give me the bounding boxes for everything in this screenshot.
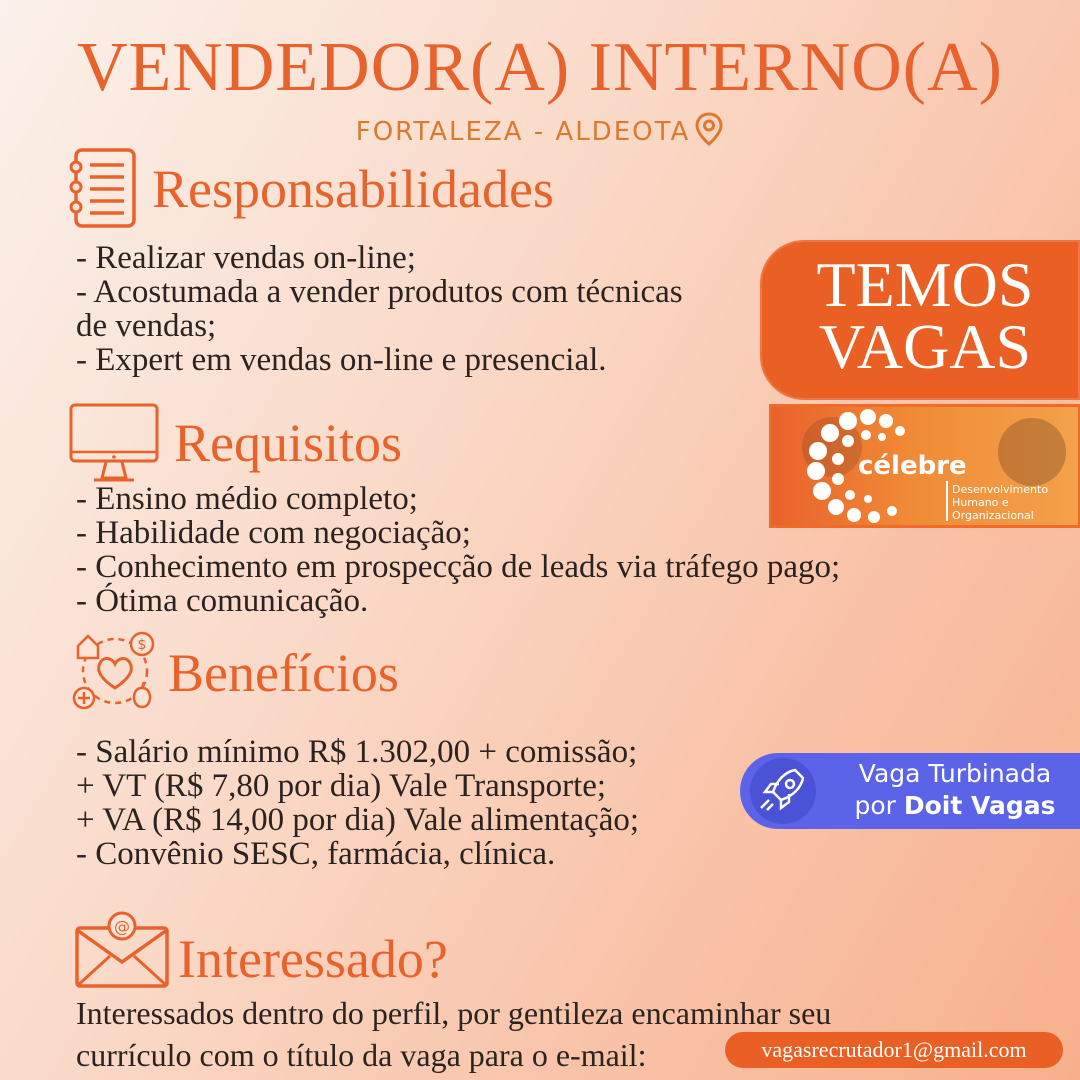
svg-text:@: @ bbox=[114, 917, 130, 936]
interessado-text bbox=[76, 992, 831, 1076]
email-envelope-icon bbox=[74, 910, 170, 990]
list-item: - Ensino médio completo; bbox=[76, 481, 418, 517]
turbo-line bbox=[832, 790, 1078, 822]
brand-tagline-line: Organizacional bbox=[952, 509, 1034, 522]
location-pin-icon bbox=[690, 117, 724, 147]
job-title: VENDEDOR(A) INTERNO(A) bbox=[77, 29, 1003, 106]
location-text: FORTALEZA - ALDEOTA bbox=[355, 117, 691, 147]
beneficios-heading: Benefícios bbox=[168, 643, 399, 703]
responsabilidades-heading: Responsabilidades bbox=[152, 159, 554, 219]
list-item: + VT (R$ 7,80 por dia) Vale Transporte; bbox=[76, 768, 607, 804]
doit-vagas-brand: Doit Vagas bbox=[903, 791, 1056, 820]
requisitos-heading: Requisitos bbox=[174, 413, 403, 473]
brand-tagline bbox=[952, 483, 1048, 522]
list-item: - Convênio SESC, farmácia, clínica. bbox=[76, 836, 556, 872]
list-item: - Conhecimento em prospecção de leads via tráfego pago; bbox=[76, 549, 841, 585]
badge-line: VAGAS bbox=[818, 311, 1032, 382]
responsabilidades-list bbox=[76, 241, 683, 377]
list-item: - Ótima comunicação. bbox=[76, 583, 369, 619]
list-item: - Habilidade com negociação; bbox=[76, 515, 471, 551]
vaga-turbinada-text bbox=[832, 758, 1078, 822]
list-item: - Realizar vendas on-line; bbox=[76, 240, 416, 276]
brand-tagline-line: Humano e bbox=[952, 496, 1009, 509]
svg-text:$: $ bbox=[137, 637, 147, 653]
list-item: de vendas; bbox=[76, 308, 217, 344]
brand-name: célebre bbox=[858, 451, 967, 481]
turbo-prefix: por bbox=[854, 791, 904, 820]
list-item: - Acostumada a vender produtos com técnicas bbox=[76, 274, 683, 310]
brand-banner bbox=[769, 404, 1080, 528]
job-location bbox=[0, 112, 1080, 147]
turbo-line: Vaga Turbinada bbox=[858, 759, 1052, 788]
brand-tagline-line: Desenvolvimento bbox=[952, 483, 1049, 496]
email-address-link[interactable]: vagasrecrutador1@gmail.com bbox=[725, 1032, 1063, 1068]
beneficios-list bbox=[76, 735, 639, 871]
requisitos-list bbox=[76, 482, 840, 618]
benefits-heart-icon bbox=[70, 628, 160, 714]
badge-line: TEMOS bbox=[816, 249, 1034, 320]
interessado-heading: Interessado? bbox=[178, 929, 448, 989]
checklist-icon bbox=[66, 147, 138, 231]
rocket-icon bbox=[743, 756, 821, 830]
temos-vagas-text bbox=[760, 249, 1080, 382]
list-item: - Expert em vendas on-line e presencial. bbox=[76, 342, 607, 378]
list-item: - Salário mínimo R$ 1.302,00 + comissão; bbox=[76, 734, 638, 770]
interessado-line: currículo com o título da vaga para o e-mail: bbox=[76, 1037, 647, 1073]
list-item: + VA (R$ 14,00 por dia) Vale alimentação; bbox=[76, 802, 640, 838]
monitor-icon bbox=[68, 402, 160, 486]
interessado-line: Interessados dentro do perfil, por gentileza encaminhar seu bbox=[76, 995, 832, 1031]
